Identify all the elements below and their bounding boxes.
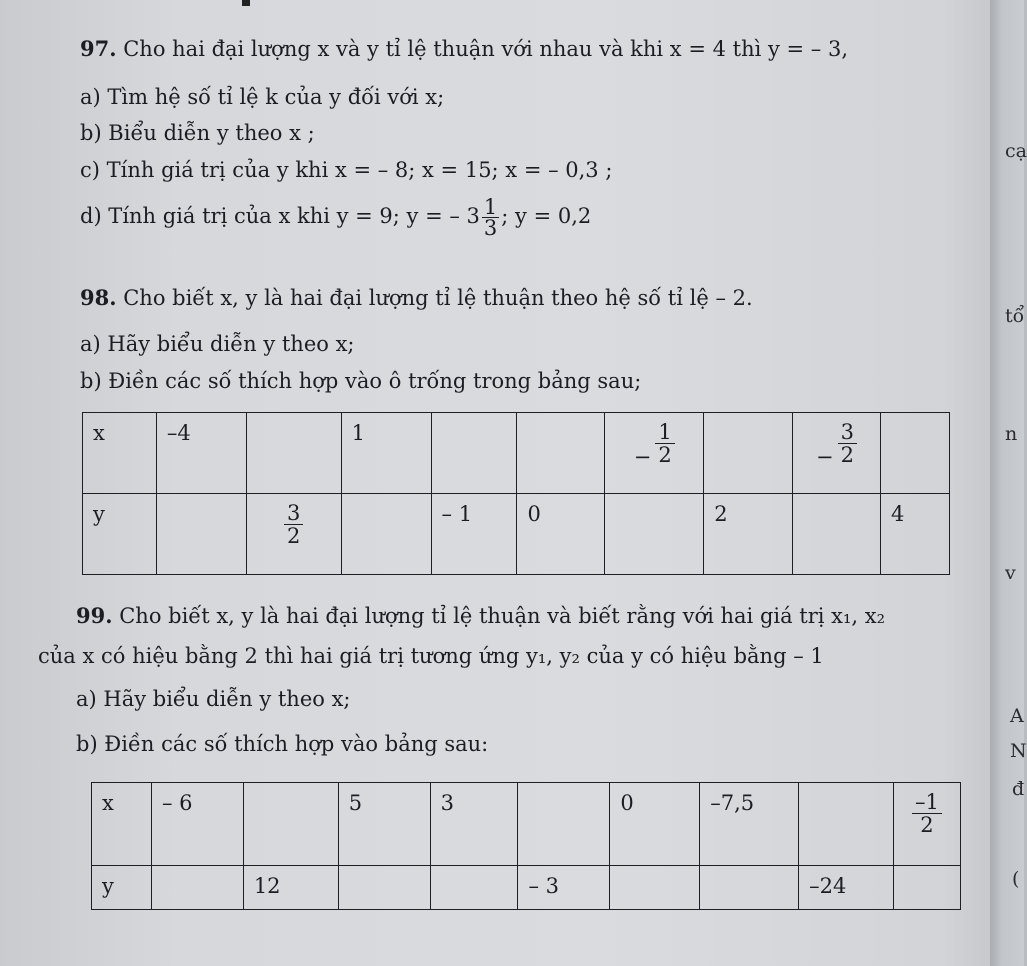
- p97-statement: [80, 36, 848, 62]
- empty-cell[interactable]: [700, 866, 799, 910]
- value-cell: 12: [243, 866, 338, 910]
- edge-fragment: v: [1005, 562, 1016, 584]
- p99-row-y: [92, 866, 961, 910]
- row-label: y: [83, 494, 157, 575]
- row-label: y: [92, 866, 152, 910]
- p99-table: [91, 782, 961, 910]
- empty-cell[interactable]: [431, 413, 517, 494]
- empty-cell[interactable]: [893, 866, 960, 910]
- p97-d-text: d) Tính giá trị của x khi y = 9; y = – 3: [80, 204, 480, 228]
- fraction: $\frac{3}{2}$: [284, 502, 303, 547]
- empty-cell[interactable]: [610, 866, 700, 910]
- fraction-cell: [893, 783, 960, 866]
- empty-cell[interactable]: [430, 866, 518, 910]
- p97-d-tail: ; y = 0,2: [501, 204, 592, 228]
- empty-cell[interactable]: [341, 494, 431, 575]
- p99-number: 99.: [76, 603, 113, 628]
- value-cell: 1: [341, 413, 431, 494]
- empty-cell[interactable]: [881, 413, 950, 494]
- minus-sign: −: [633, 444, 652, 469]
- print-mark: [242, 0, 250, 6]
- row-label: x: [83, 413, 157, 494]
- p98-table: [82, 412, 950, 575]
- minus-sign: −: [816, 444, 834, 469]
- value-cell: 4: [881, 494, 950, 575]
- p97-b: b) Biểu diễn y theo x ;: [80, 121, 315, 145]
- p98-row-x: [83, 413, 950, 494]
- empty-cell[interactable]: [156, 494, 246, 575]
- p98-a: a) Hãy biểu diễn y theo x;: [80, 332, 355, 356]
- edge-fragment: n: [1005, 423, 1018, 445]
- empty-cell[interactable]: [518, 783, 610, 866]
- empty-cell[interactable]: [517, 413, 605, 494]
- row-label: x: [92, 783, 152, 866]
- p98-text: Cho biết x, y là hai đại lượng tỉ lệ thuận theo hệ số tỉ lệ – 2.: [123, 286, 753, 310]
- fraction-cell: [246, 494, 341, 575]
- edge-fragment: A: [1010, 705, 1024, 727]
- fraction: $\frac{1}{2}$: [655, 421, 674, 466]
- p97-d-fraction: $\frac{1}{3}$: [483, 195, 498, 240]
- value-cell: 0: [610, 783, 700, 866]
- value-cell: – 1: [431, 494, 517, 575]
- p99-statement-cont: của x có hiệu bằng 2 thì hai giá trị tương ứng y₁, y₂ của y có hiệu bằng – 1: [38, 644, 824, 668]
- value-cell: –24: [799, 866, 894, 910]
- p99-b: b) Điền các số thích hợp vào bảng sau:: [76, 732, 489, 756]
- edge-fragment: (: [1012, 868, 1020, 890]
- value-cell: 2: [704, 494, 793, 575]
- value-cell: –4: [156, 413, 246, 494]
- p99-a: a) Hãy biểu diễn y theo x;: [76, 687, 351, 711]
- value-cell: – 3: [518, 866, 610, 910]
- value-cell: –7,5: [700, 783, 799, 866]
- p99-statement: [76, 603, 885, 629]
- p98-b: b) Điền các số thích hợp vào ô trống trong bảng sau;: [80, 369, 642, 393]
- p99-text: Cho biết x, y là hai đại lượng tỉ lệ thuận và biết rằng với hai giá trị x₁, x₂: [119, 604, 886, 628]
- p97-a: a) Tìm hệ số tỉ lệ k của y đối với x;: [80, 85, 445, 109]
- edge-fragment: tổ: [1005, 305, 1025, 327]
- p98-number: 98.: [80, 285, 117, 310]
- empty-cell[interactable]: [243, 783, 338, 866]
- fraction: $\frac{3}{2}$: [838, 421, 857, 466]
- empty-cell[interactable]: [151, 866, 243, 910]
- empty-cell[interactable]: [246, 413, 341, 494]
- value-cell: 5: [338, 783, 430, 866]
- p97-text: Cho hai đại lượng x và y tỉ lệ thuận với nhau và khi x = 4 thì y = – 3,: [123, 37, 849, 61]
- value-cell: – 6: [151, 783, 243, 866]
- edge-fragment: N: [1010, 740, 1027, 762]
- empty-cell[interactable]: [704, 413, 793, 494]
- empty-cell[interactable]: [799, 783, 894, 866]
- empty-cell[interactable]: [338, 866, 430, 910]
- empty-cell[interactable]: [793, 494, 881, 575]
- empty-cell[interactable]: [605, 494, 704, 575]
- edge-fragment: cạ: [1005, 140, 1027, 162]
- fraction: $\frac{-1}{2}$: [912, 791, 942, 836]
- p98-row-y: [83, 494, 950, 575]
- p97-c: c) Tính giá trị của y khi x = – 8; x = 15; x = – 0,3 ;: [80, 158, 613, 182]
- p97-d: [80, 196, 591, 238]
- fraction-cell: [605, 413, 704, 494]
- value-cell: 3: [430, 783, 518, 866]
- value-cell: 0: [517, 494, 605, 575]
- p97-number: 97.: [80, 36, 117, 61]
- fraction-cell: [793, 413, 881, 494]
- p99-row-x: [92, 783, 961, 866]
- edge-fragment: đ: [1012, 778, 1025, 800]
- p98-statement: [80, 285, 753, 311]
